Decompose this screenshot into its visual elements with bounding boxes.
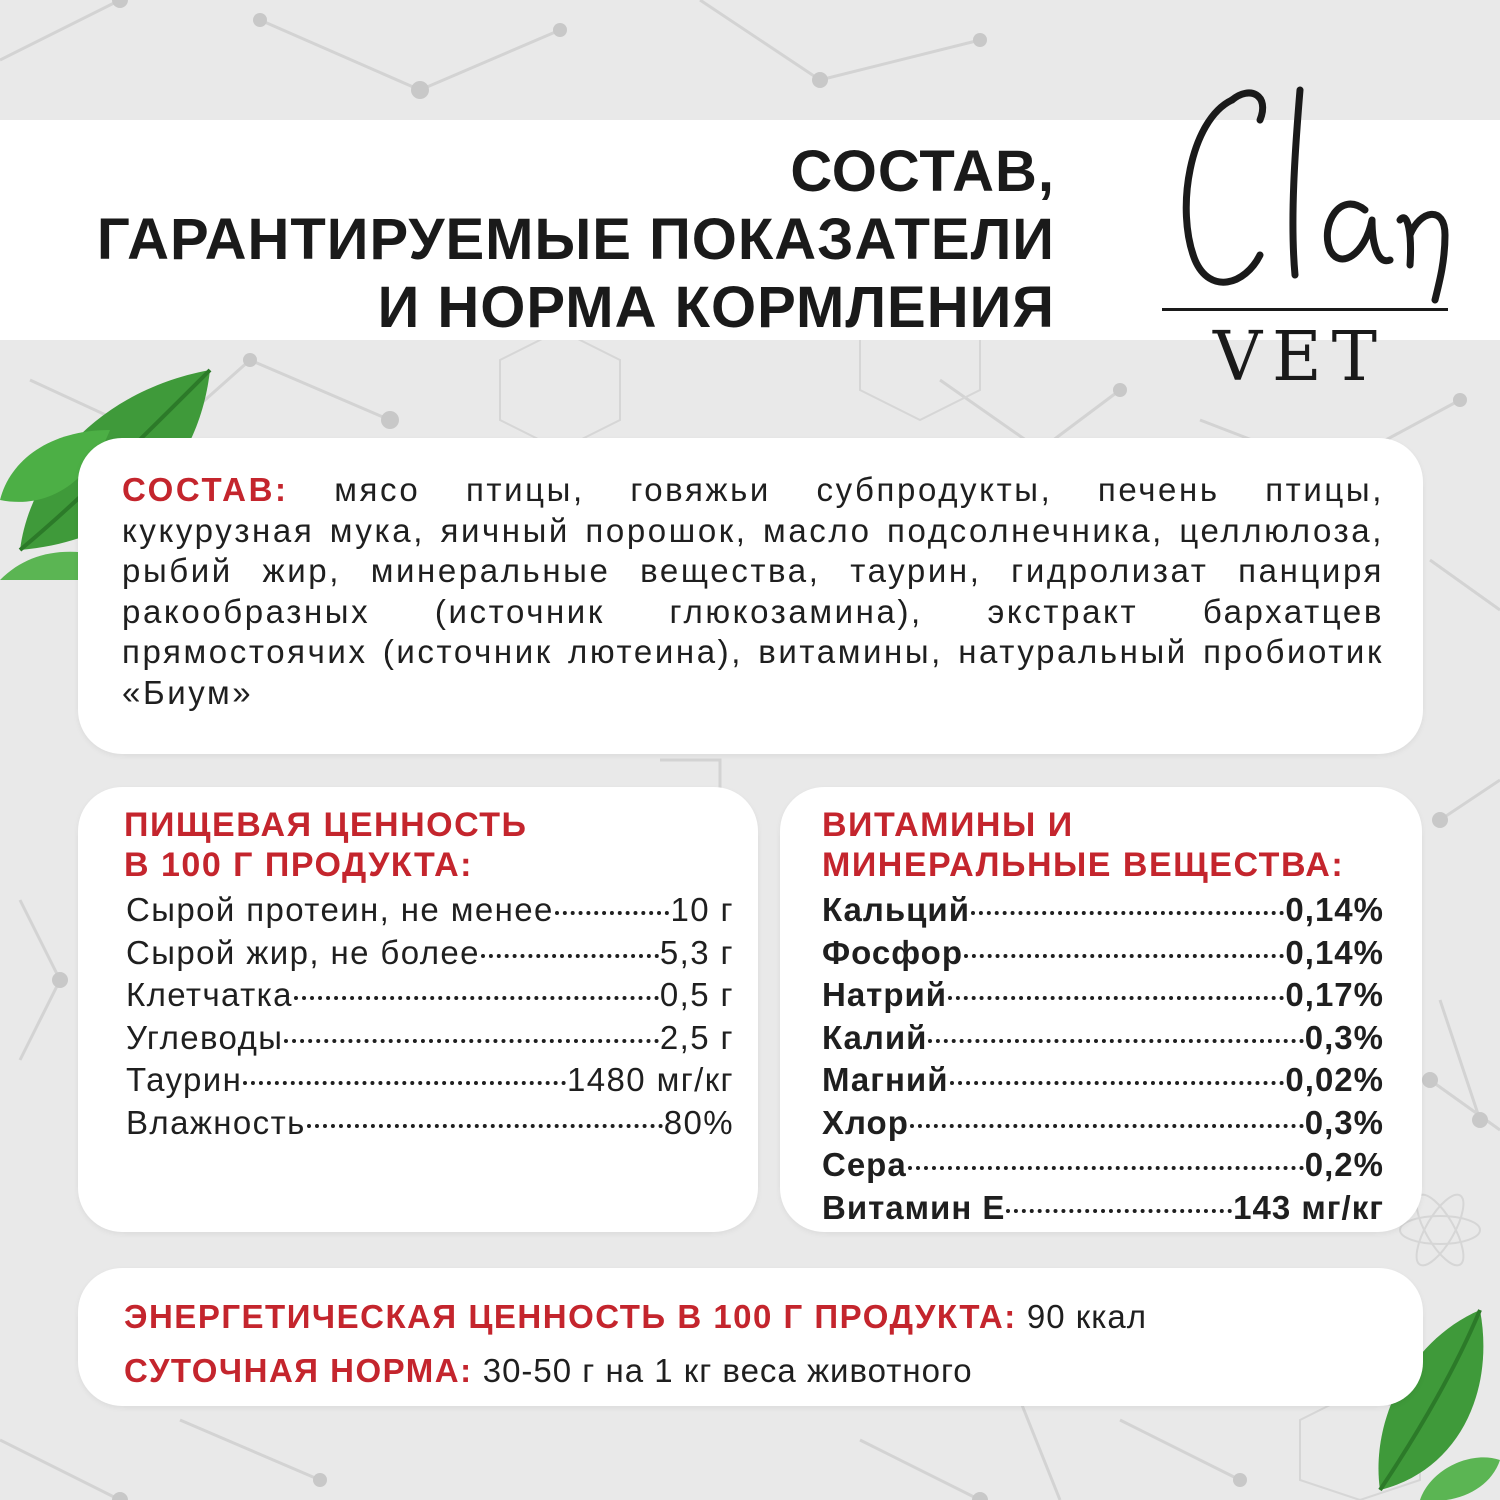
- nutrient-value: 2,5 г: [659, 1018, 734, 1056]
- mineral-value: 143 мг/кг: [1233, 1188, 1384, 1226]
- vitamins-list: [822, 891, 1384, 1231]
- mineral-name: Кальций: [822, 891, 971, 928]
- nutrient-value: 10 г: [670, 891, 734, 928]
- mineral-value: 0,02%: [1285, 1061, 1384, 1098]
- daily-norm-line: [124, 1344, 1147, 1398]
- nutrition-row: [126, 1104, 734, 1147]
- composition-card: [78, 438, 1423, 754]
- mineral-name: Хлор: [822, 1103, 909, 1141]
- mineral-name: Фосфор: [822, 933, 963, 971]
- vitamin-row: [822, 1104, 1384, 1147]
- mineral-name: Натрий: [822, 976, 948, 1013]
- vitamins-title-line-2: МИНЕРАЛЬНЫЕ ВЕЩЕСТВА:: [822, 846, 1345, 884]
- mineral-value: 0,3%: [1304, 1018, 1384, 1056]
- mineral-name: Магний: [822, 1061, 949, 1098]
- nutrition-row: [126, 976, 734, 1019]
- mineral-name: Витамин Е: [822, 1188, 1006, 1226]
- mineral-value: 0,14%: [1285, 933, 1384, 971]
- nutrition-row: [126, 891, 734, 934]
- nutrient-name: Влажность: [126, 1103, 306, 1141]
- logo-vet-text: VET: [1212, 318, 1388, 397]
- nutrition-row: [126, 1019, 734, 1062]
- vitamin-row: [822, 1061, 1384, 1104]
- vitamin-row: [822, 1189, 1384, 1232]
- brand-logo: [1150, 60, 1470, 397]
- vitamin-row: [822, 934, 1384, 977]
- mineral-value: 0,17%: [1285, 976, 1384, 1013]
- title-line-2: ГАРАНТИРУЕМЫЕ ПОКАЗАТЕЛИ: [96, 207, 1055, 272]
- energy-value-line: [124, 1290, 1147, 1344]
- nutrition-title-line-2: В 100 Г ПРОДУКТА:: [124, 846, 473, 884]
- composition-label: СОСТАВ:: [122, 471, 289, 508]
- vitamins-title-line-1: ВИТАМИНЫ И: [822, 806, 1074, 844]
- energy-label: ЭНЕРГЕТИЧЕСКАЯ ЦЕННОСТЬ В 100 Г ПРОДУКТА:: [124, 1298, 1017, 1335]
- vitamin-row: [822, 976, 1384, 1019]
- nutrient-value: 80%: [663, 1103, 734, 1141]
- vitamin-row: [822, 1019, 1384, 1062]
- composition-ingredients: мясо птицы, говяжьи субпродукты, печень птицы, кукурузная мука, яичный порошок, масло подсолнечника, целлюлоза, рыбий жир, минеральные вещества, таурин, гидролизат панциря ракообразных (источник глюкозамина), экстракт бархатцев прямостоячих (источник лютеина), витамины, натуральный пробиотик «Биум»: [122, 471, 1384, 711]
- nutrition-row: [126, 1061, 734, 1104]
- energy-text: [124, 1290, 1147, 1398]
- nutrition-card: [78, 787, 758, 1232]
- vitamins-title: [822, 805, 1344, 885]
- logo-script-clan: [1150, 60, 1470, 310]
- nutrient-value: 0,5 г: [659, 976, 734, 1013]
- nutrient-value: 5,3 г: [659, 933, 734, 971]
- nutrition-list: [126, 891, 734, 1146]
- composition-text: [122, 470, 1384, 713]
- nutrition-row: [126, 934, 734, 977]
- nutrient-name: Клетчатка: [126, 976, 293, 1013]
- title-line-3: И НОРМА КОРМЛЕНИЯ: [377, 275, 1055, 340]
- daily-norm-value: 30-50 г на 1 кг веса животного: [472, 1352, 973, 1389]
- mineral-value: 0,3%: [1304, 1103, 1384, 1141]
- mineral-name: Калий: [822, 1018, 928, 1056]
- nutrient-name: Углеводы: [126, 1018, 284, 1056]
- page-title: [55, 138, 1055, 342]
- energy-card: [78, 1268, 1423, 1406]
- vitamin-row: [822, 891, 1384, 934]
- vitamins-card: [780, 787, 1422, 1232]
- nutrition-title: [124, 805, 527, 885]
- nutrient-value: 1480 мг/кг: [567, 1061, 734, 1098]
- title-line-1: СОСТАВ,: [790, 139, 1055, 204]
- nutrient-name: Сырой жир, не более: [126, 933, 480, 971]
- vitamin-row: [822, 1146, 1384, 1189]
- nutrient-name: Сырой протеин, не менее: [126, 891, 554, 928]
- nutrient-name: Таурин: [126, 1061, 243, 1098]
- nutrition-title-line-1: ПИЩЕВАЯ ЦЕННОСТЬ: [124, 806, 528, 844]
- logo-divider: [1162, 308, 1448, 311]
- energy-value: 90 ккал: [1016, 1298, 1148, 1335]
- mineral-name: Сера: [822, 1146, 907, 1183]
- mineral-value: 0,14%: [1285, 891, 1384, 928]
- daily-norm-label: СУТОЧНАЯ НОРМА:: [124, 1352, 473, 1389]
- mineral-value: 0,2%: [1304, 1146, 1384, 1183]
